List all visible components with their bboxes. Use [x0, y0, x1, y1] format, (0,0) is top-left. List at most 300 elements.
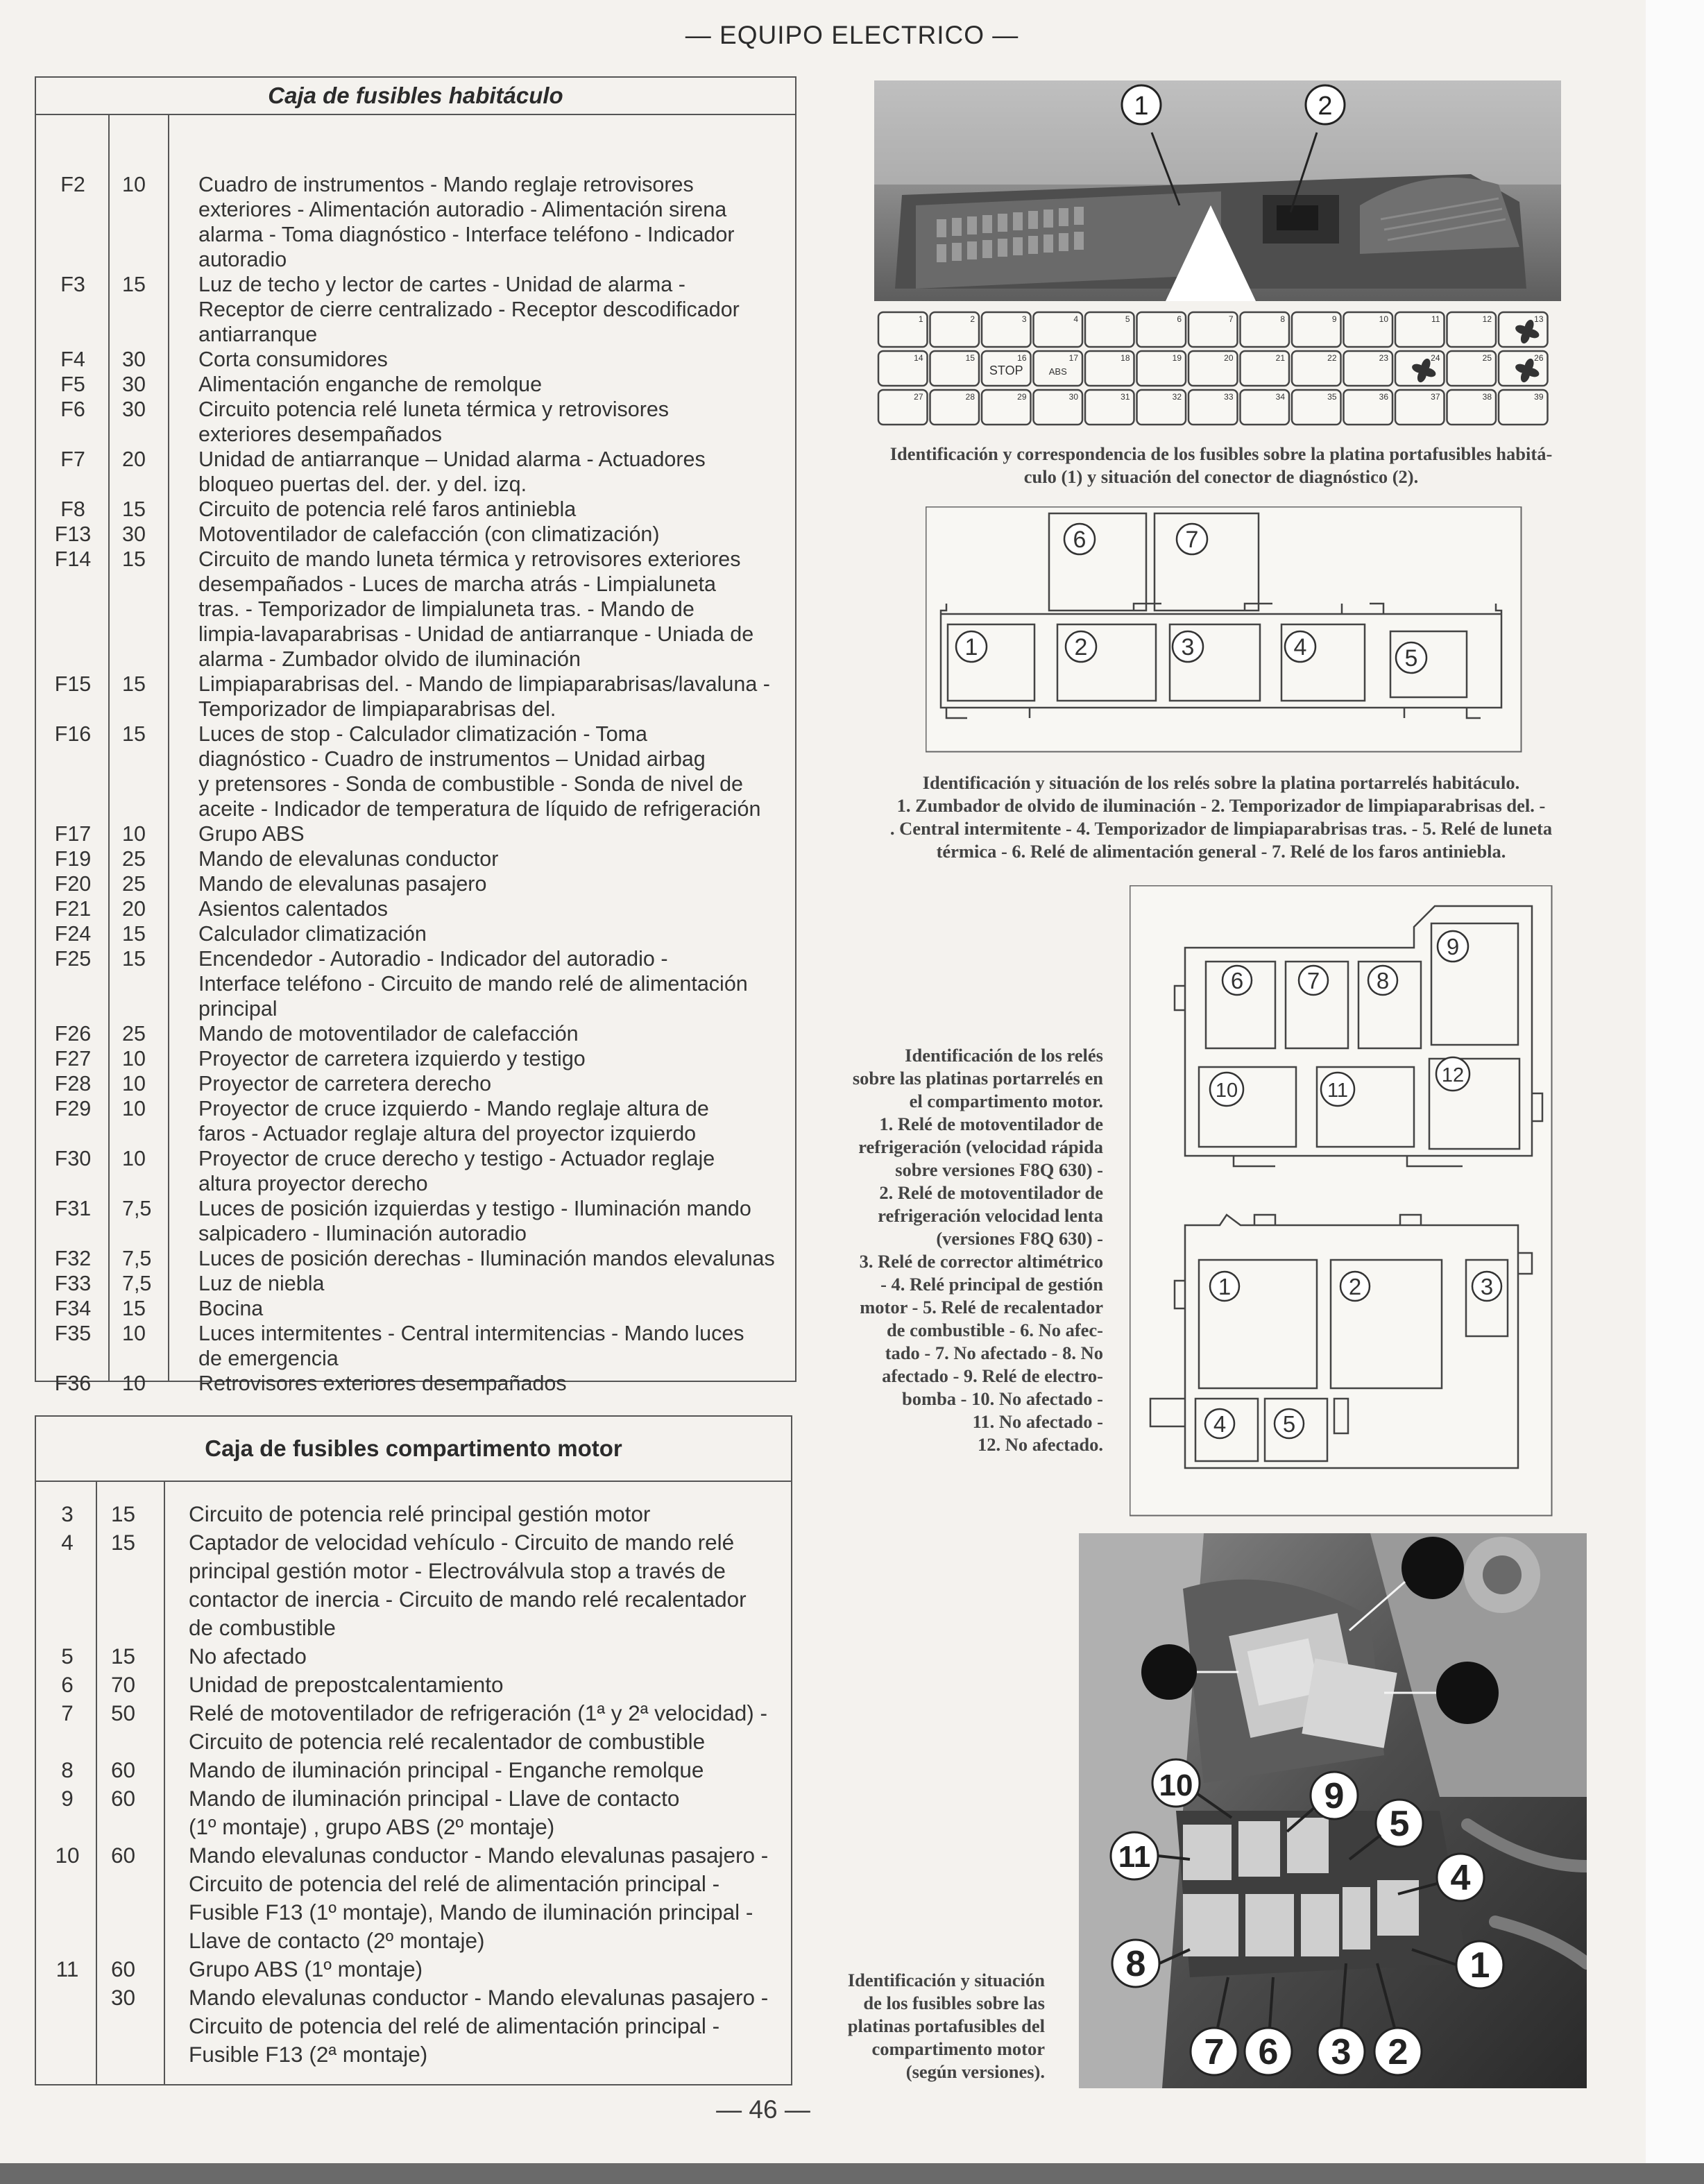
fuse-slot-number: 35	[1327, 392, 1337, 402]
cabin-fuse-description	[165, 1196, 795, 1246]
fuse-slot-number: 13	[1534, 314, 1544, 324]
engine-photo-callout-8: 8	[1125, 1944, 1146, 1984]
cabin-fuse-row	[36, 821, 795, 846]
engine-fuse-description-line: (1º montaje) , grupo ABS (2º montaje)	[189, 1814, 555, 1839]
engine-fuse-amperage: 60	[111, 1757, 136, 1782]
fuse-slot-number: 2	[970, 314, 975, 324]
cabin-fuse-description-line: Calculador climatización	[198, 922, 427, 946]
page-number: — 46 —	[716, 2095, 810, 2124]
engine-fuse-description	[157, 1500, 791, 1528]
cabin-fuse-description	[165, 821, 795, 846]
fuse-slot	[1188, 390, 1238, 425]
cabin-fuse-row	[36, 1196, 795, 1246]
cabin-fuse-row	[36, 547, 795, 672]
cabin-fuse-description-line: autoradio	[198, 248, 287, 271]
engine-fuse-description-line: Mando elevalunas conductor - Mando elevalunas pasajero -	[189, 1985, 769, 2010]
fuse-slot-number: 16	[1017, 353, 1027, 363]
fuse-slot-number: 25	[1482, 353, 1492, 363]
engine-photo-callout-2: 2	[1388, 2032, 1408, 2072]
cabin-fuse-code: F20	[54, 872, 92, 896]
dashboard-fuse-photo	[874, 80, 1561, 301]
engine-fuse-row	[36, 1955, 791, 1983]
cabin-fuse-code: F21	[54, 897, 92, 921]
engine-fuse-amperage: 70	[111, 1672, 136, 1697]
cabin-fuse-row	[36, 946, 795, 1021]
cabin-fuse-description-line: salpicadero - Iluminación autoradio	[198, 1222, 527, 1245]
cabin-fuse-row	[36, 896, 795, 921]
engine-fuse-code: 4	[61, 1530, 74, 1555]
fuse-slot-number: 23	[1379, 353, 1388, 363]
fuse-slot-number: 31	[1121, 392, 1130, 402]
cabin-fuse-code: F3	[60, 273, 85, 296]
cabin-fuse-description-line: Proyector de cruce derecho y testigo - Actuador reglaje	[198, 1147, 715, 1170]
cabin-fuse-description-line: Receptor de cierre centralizado - Receptor descodificador	[198, 298, 740, 321]
cabin-fuse-code: F14	[54, 547, 92, 571]
engine-fuse-amperage: 60	[111, 1956, 136, 1981]
cabin-fuse-description	[165, 672, 795, 722]
cabin-fuse-description-line: bloqueo puertas del. der. y del. izq.	[198, 472, 527, 496]
fuse-slot	[1137, 312, 1186, 347]
cabin-fuse-code: F15	[54, 672, 92, 696]
engine-fuse-description-line: Captador de velocidad vehículo - Circuito de mando relé	[189, 1530, 735, 1555]
cabin-fuse-amperage: 30	[122, 373, 146, 396]
cabin-relay-label-2: 2	[1074, 634, 1088, 660]
cabin-fuse-row	[36, 397, 795, 447]
engine-fuse-code	[36, 1983, 99, 2069]
engine-fuse-code: 5	[61, 1644, 74, 1669]
engine-fuse-row	[36, 1642, 791, 1671]
cabin-fuse-code: F16	[54, 722, 92, 746]
engine-fuse-list	[36, 1500, 791, 2069]
cabin-relay-label-4: 4	[1293, 634, 1307, 660]
cabin-fuse-amperage: 10	[122, 173, 146, 196]
engine-fuse-description	[157, 1983, 791, 2069]
cabin-fuse-row	[36, 172, 795, 272]
engine-fuse-rows	[36, 1482, 791, 2085]
fuse-slot-number: 4	[1073, 314, 1078, 324]
cabin-fuse-description-line: Temporizador de limpiaparabrisas del.	[198, 697, 556, 721]
cabin-fuse-row	[36, 722, 795, 821]
cabin-fuse-description-line: alarma - Zumbador olvido de iluminación	[198, 647, 581, 671]
fuse-slot	[1447, 390, 1497, 425]
fuse-slot-number: 37	[1431, 392, 1440, 402]
cabin-fuse-description-line: de emergencia	[198, 1347, 339, 1370]
engine-fuse-table	[35, 1415, 792, 2085]
cabin-fuse-code: F27	[54, 1047, 92, 1070]
cabin-fuse-description	[165, 946, 795, 1021]
engine-relay-label-11: 11	[1327, 1080, 1349, 1102]
engine-relay-label-12: 12	[1441, 1064, 1465, 1086]
cabin-fuse-description	[165, 547, 795, 672]
cabin-fuse-description-line: limpia-lavaparabrisas - Unidad de antiarranque - Uniada de	[198, 622, 754, 646]
fuse-slot	[930, 390, 980, 425]
fuse-slot	[1395, 390, 1445, 425]
fuse-slot-number: 29	[1017, 392, 1027, 402]
engine-relay-label-1: 1	[1218, 1274, 1232, 1299]
cabin-fuse-code: F32	[54, 1247, 92, 1270]
engine-fuse-amperage: 30	[111, 1985, 136, 2010]
fuse-slot-number: 36	[1379, 392, 1388, 402]
engine-relay-label-8: 8	[1376, 968, 1390, 993]
engine-fuse-code: 10	[55, 1843, 80, 1868]
fuse-slot-number: 7	[1228, 314, 1234, 324]
engine-fuse-description-line: principal gestión motor - Electroválvula stop a través de	[189, 1558, 726, 1583]
cabin-fuse-description-line: Proyector de carretera izquierdo y testigo	[198, 1047, 586, 1070]
cabin-fuse-description-line: Asientos calentados	[198, 897, 388, 921]
fuse-slot	[1395, 312, 1445, 347]
fuse-slot-number: 32	[1172, 392, 1182, 402]
cabin-fuse-description	[165, 447, 795, 497]
engine-photo-callout-10: 10	[1159, 1768, 1193, 1802]
page-header: — EQUIPO ELECTRICO —	[685, 21, 1019, 49]
engine-relay-label-4: 4	[1213, 1411, 1227, 1437]
cabin-fuse-description-line: Corta consumidores	[198, 348, 388, 371]
cabin-fuse-row	[36, 921, 795, 946]
engine-photo-callout-3: 3	[1331, 2032, 1352, 2072]
cabin-fuse-description-line: aceite - Indicador de temperatura de líquido de refrigeración	[198, 797, 761, 821]
fuse-slot	[982, 390, 1031, 425]
fuse-slot-number: 11	[1431, 314, 1440, 324]
cabin-fuse-description-line: Mando de elevalunas pasajero	[198, 872, 487, 896]
fuse-slot-number: 15	[965, 353, 975, 363]
cabin-fuse-code: F26	[54, 1022, 92, 1046]
cabin-fuse-description-line: Circuito de potencia relé faros antiniebla	[198, 497, 577, 521]
cabin-fuse-code: F4	[60, 348, 85, 371]
fuse-slot	[1447, 351, 1497, 386]
cabin-fuse-code: F33	[54, 1272, 92, 1295]
fuse-slot-number: 30	[1068, 392, 1078, 402]
fuse-slot	[1344, 312, 1393, 347]
engine-relay-label-6: 6	[1230, 968, 1244, 993]
engine-fuse-description	[157, 1756, 791, 1784]
engine-compartment-photo	[1079, 1533, 1587, 2088]
cabin-relay-caption: Identificación y situación de los relés sobre la platina portarrelés habitáculo. 1. Zumbador de olvido de iluminación - 2. Temporizador de limpiaparabrisas del. - . Central intermitente - 4. Temporizador de limpiaparabrisas tras. - 5. Relé de luneta térmica - 6. Relé de alimentación general - 7. Relé de los faros antiniebla.	[889, 772, 1553, 862]
fuse-slot-number: 14	[914, 353, 923, 363]
engine-relay-diagram	[1130, 885, 1553, 1517]
engine-fuse-row	[36, 1841, 791, 1955]
engine-fuse-description-line: Unidad de prepostcalentamiento	[189, 1672, 504, 1697]
cabin-fuse-description-line: Proyector de cruce izquierdo - Mando reglaje altura de	[198, 1097, 709, 1120]
engine-fuse-description-line: No afectado	[189, 1644, 307, 1669]
cabin-fuse-description-line: Unidad de antiarranque – Unidad alarma - Actuadores	[198, 447, 706, 471]
fuse-slot-number: 26	[1534, 353, 1544, 363]
fuse-slot	[1344, 351, 1393, 386]
cabin-fuse-amperage: 15	[122, 497, 146, 521]
engine-fuse-amperage: 15	[111, 1501, 136, 1526]
engine-fuse-amperage: 60	[111, 1843, 136, 1868]
cabin-relay-label-1: 1	[964, 634, 978, 660]
cabin-fuse-amperage: 10	[122, 822, 146, 846]
fuse-slot	[1188, 312, 1238, 347]
engine-relay-label-9: 9	[1446, 934, 1460, 959]
cabin-fuse-description	[165, 1146, 795, 1196]
cabin-fuse-code: F34	[54, 1297, 92, 1320]
cabin-fuse-description-line: desempañados - Luces de marcha atrás - Limpialuneta	[198, 572, 716, 596]
cabin-fuse-row	[36, 372, 795, 397]
cabin-fuse-description	[165, 397, 795, 447]
cabin-fuse-amperage: 15	[122, 922, 146, 946]
cabin-fuse-row	[36, 1071, 795, 1096]
engine-fuse-description	[157, 1784, 791, 1841]
engine-relay-label-10: 10	[1215, 1080, 1238, 1102]
cabin-fuse-row	[36, 871, 795, 896]
cabin-fuse-description-line: y pretensores - Sonda de combustible - Sonda de nivel de	[198, 772, 744, 796]
engine-fuse-code: 3	[61, 1501, 74, 1526]
cabin-fuse-description-line: Grupo ABS	[198, 822, 305, 846]
cabin-fuse-code: F30	[54, 1147, 92, 1170]
engine-fuse-description-line: Relé de motoventilador de refrigeración (1ª y 2ª velocidad) -	[189, 1700, 767, 1725]
engine-fuse-description-line: Circuito de potencia relé principal gestión motor	[189, 1501, 651, 1526]
engine-fuse-description	[157, 1955, 791, 1983]
engine-photo-callout-7: 7	[1204, 2032, 1225, 2072]
cabin-fuse-amperage: 20	[122, 447, 146, 471]
cabin-fuse-code: F7	[60, 447, 85, 471]
cabin-fuse-code: F13	[54, 522, 92, 546]
cabin-fuse-description-line: Retrovisores exteriores desempañados	[198, 1372, 567, 1395]
engine-fuse-row	[36, 1500, 791, 1528]
fuse-slot-number: 22	[1327, 353, 1337, 363]
cabin-fuse-description	[165, 347, 795, 372]
fuse-slot	[1241, 351, 1290, 386]
fuse-slot-number: 21	[1275, 353, 1285, 363]
cabin-relay-label-7: 7	[1185, 527, 1199, 553]
cabin-fuse-row	[36, 672, 795, 722]
engine-fuse-description	[157, 1841, 791, 1955]
engine-fuse-photo-caption: Identificación y situación de los fusibles sobre las platinas portafusibles del compartimento motor (según versiones).	[847, 1970, 1045, 2082]
engine-fuse-amperage: 60	[111, 1786, 136, 1811]
engine-fuse-description-line: Grupo ABS (1º montaje)	[189, 1956, 423, 1981]
fuse-slot	[1292, 312, 1341, 347]
fuse-slot-number: 1	[918, 314, 923, 324]
engine-fuse-row	[36, 1671, 791, 1699]
cabin-fuse-amperage: 10	[122, 1322, 146, 1345]
fuse-slot	[1034, 390, 1083, 425]
cabin-fuse-description-line: Mando de motoventilador de calefacción	[198, 1022, 579, 1046]
engine-relay-label-5: 5	[1282, 1411, 1296, 1437]
fuse-slot	[1085, 390, 1134, 425]
fuse-slot	[982, 312, 1031, 347]
fuse-slot-number: 33	[1224, 392, 1234, 402]
cabin-fuse-description-line: Interface teléfono - Circuito de mando relé de alimentación	[198, 972, 748, 996]
cabin-fuse-description	[165, 1271, 795, 1296]
cabin-fuse-amperage: 30	[122, 348, 146, 371]
engine-fuse-amperage: 15	[111, 1530, 136, 1555]
engine-fuse-code: 7	[61, 1700, 74, 1725]
fuse-slot-number: 12	[1482, 314, 1492, 324]
cabin-fuse-amperage: 15	[122, 273, 146, 296]
cabin-fuse-description-line: diagnóstico - Cuadro de instrumentos – Unidad airbag	[198, 747, 706, 771]
cabin-fuse-description-line: Limpiaparabrisas del. - Mando de limpiaparabrisas/lavaluna -	[198, 672, 770, 696]
cabin-fuse-table	[35, 76, 796, 1395]
cabin-fuse-row	[36, 846, 795, 871]
engine-photo-callout-1: 1	[1469, 1945, 1490, 1986]
fuse-slot-number: 18	[1121, 353, 1130, 363]
cabin-fuse-row	[36, 1246, 795, 1271]
cabin-fuse-description-line: Luces intermitentes - Central intermitencias - Mando luces	[198, 1322, 744, 1345]
cabin-fuse-row	[36, 272, 795, 347]
cabin-fuse-row	[36, 447, 795, 497]
cabin-fuse-description-line: Circuito potencia relé luneta térmica y retrovisores	[198, 398, 670, 421]
engine-fuse-description-line: Mando de iluminación principal - Enganche remolque	[189, 1757, 704, 1782]
engine-fuse-amperage: 50	[111, 1700, 136, 1725]
engine-fuse-table-title: Caja de fusibles compartimento motor	[36, 1417, 791, 1482]
engine-photo-callout-4: 4	[1450, 1858, 1471, 1898]
cabin-fuse-row	[36, 1321, 795, 1371]
fuse-slot-number: 9	[1331, 314, 1337, 324]
photo-callout-2: 2	[1318, 92, 1333, 121]
fuse-slot	[1188, 351, 1238, 386]
fuse-slot	[1447, 312, 1497, 347]
cabin-fuse-description	[165, 1071, 795, 1096]
fuse-slot	[1137, 351, 1186, 386]
cabin-fuse-amperage: 30	[122, 398, 146, 421]
cabin-fuse-description-line: Luces de posición derechas - Iluminación mandos elevalunas	[198, 1247, 775, 1270]
cabin-fuse-description	[165, 172, 795, 272]
cabin-fuse-description-line: Bocina	[198, 1297, 264, 1320]
cabin-fuse-row	[36, 1371, 795, 1396]
cabin-fuse-amperage: 15	[122, 947, 146, 971]
cabin-fuse-description	[165, 1371, 795, 1396]
fuse-slot-number: 38	[1482, 392, 1492, 402]
fuse-slot-number: 8	[1280, 314, 1285, 324]
engine-fuse-code: 11	[56, 1956, 79, 1981]
fuse-slot-number: 20	[1224, 353, 1234, 363]
cabin-relay-label-6: 6	[1073, 527, 1087, 553]
engine-fuse-description-line: de combustible	[189, 1615, 336, 1640]
fuse-slot-number: 6	[1177, 314, 1182, 324]
cabin-fuse-code: F31	[54, 1197, 92, 1220]
cabin-fuse-description-line: Proyector de carretera derecho	[198, 1072, 492, 1095]
fuse-slot	[1241, 312, 1290, 347]
fuse-slot-number: 19	[1172, 353, 1182, 363]
fuse-slot-number: 3	[1021, 314, 1027, 324]
cabin-fuse-description-line: tras. - Temporizador de limpialuneta tras. - Mando de	[198, 597, 695, 621]
engine-fuse-description	[157, 1699, 791, 1756]
cabin-fuse-code: F36	[54, 1372, 92, 1395]
engine-fuse-description-line: Llave de contacto (2º montaje)	[189, 1928, 485, 1953]
cabin-fuse-amperage: 20	[122, 897, 146, 921]
cabin-fuse-amperage: 15	[122, 547, 146, 571]
engine-fuse-description-line: contactor de inercia - Circuito de mando relé recalentador	[189, 1587, 747, 1612]
cabin-fuse-row	[36, 1271, 795, 1296]
cabin-fuse-row	[36, 1096, 795, 1146]
cabin-fuse-row	[36, 1046, 795, 1071]
cabin-fuse-amperage: 10	[122, 1097, 146, 1120]
cabin-fuse-description	[165, 921, 795, 946]
fuse-plate-caption: Identificación y correspondencia de los fusibles sobre la platina portafusibles habitá- culo (1) y situación del conector de diagnóstico (2).	[889, 443, 1553, 487]
fuse-slot-number: 28	[965, 392, 975, 402]
engine-relay-label-2: 2	[1348, 1274, 1362, 1299]
cabin-fuse-description	[165, 1096, 795, 1146]
cabin-fuse-code: F17	[54, 822, 92, 846]
fuse-slot	[930, 351, 980, 386]
cabin-fuse-code: F6	[60, 398, 85, 421]
cabin-fuse-description-line: Encendedor - Autoradio - Indicador del autoradio -	[198, 947, 668, 971]
fuse-slot	[878, 390, 928, 425]
cabin-fuse-description	[165, 1296, 795, 1321]
engine-photo-callout-11: 11	[1118, 1840, 1151, 1874]
cabin-fuse-description	[165, 1246, 795, 1271]
cabin-fuse-description-line: Mando de elevalunas conductor	[198, 847, 499, 871]
cabin-fuse-amperage: 15	[122, 672, 146, 696]
engine-fuse-row	[36, 1784, 791, 1841]
cabin-fuse-description-line: Alimentación enganche de remolque	[198, 373, 543, 396]
engine-fuse-description-line: Circuito de potencia del relé de alimentación principal -	[189, 1871, 720, 1896]
cabin-fuse-code: F19	[54, 847, 92, 871]
engine-fuse-description-line: Mando elevalunas conductor - Mando elevalunas pasajero -	[189, 1843, 769, 1868]
cabin-fuse-code: F29	[54, 1097, 92, 1120]
cabin-fuse-description-line: faros - Actuador reglaje altura del proyector izquierdo	[198, 1122, 697, 1145]
engine-fuse-description-line: Circuito de potencia relé recalentador de combustible	[189, 1729, 706, 1754]
cabin-fuse-description-line: exteriores - Alimentación autoradio - Alimentación sirena	[198, 198, 727, 221]
engine-fuse-row	[36, 1983, 791, 2069]
cabin-fuse-description	[165, 896, 795, 921]
fuse-slot	[930, 312, 980, 347]
cabin-fuse-description-line: Luces de posición izquierdas y testigo - Iluminación mando	[198, 1197, 751, 1220]
cabin-fuse-description	[165, 1321, 795, 1371]
stop-lamp-icon: STOP	[989, 364, 1023, 377]
photo-callout-1: 1	[1134, 92, 1149, 121]
cabin-fuse-description-line: altura proyector derecho	[198, 1172, 428, 1195]
engine-relay-label-3: 3	[1480, 1274, 1494, 1299]
cabin-fuse-description	[165, 1046, 795, 1071]
cabin-fuse-amperage: 7,5	[122, 1272, 152, 1295]
fuse-slot	[1034, 312, 1083, 347]
fuse-slot	[1085, 351, 1134, 386]
cabin-fuse-description	[165, 522, 795, 547]
cabin-fuse-description-line: antiarranque	[198, 323, 318, 346]
cabin-relay-diagram	[926, 506, 1522, 753]
cabin-fuse-description-line: alarma - Toma diagnóstico - Interface teléfono - Indicador	[198, 223, 735, 246]
engine-fuse-row	[36, 1756, 791, 1784]
fuse-slot	[878, 351, 928, 386]
cabin-fuse-description	[165, 497, 795, 522]
fuse-slot-number: 10	[1379, 314, 1388, 324]
engine-fuse-description-line: Fusible F13 (1º montaje), Mando de iluminación principal -	[189, 1900, 753, 1925]
cabin-fuse-description-line: Circuito de mando luneta térmica y retrovisores exteriores	[198, 547, 741, 571]
engine-fuse-description-line: Mando de iluminación principal - Llave de contacto	[189, 1786, 680, 1811]
fuse-slot	[1241, 390, 1290, 425]
engine-photo-callout-9: 9	[1324, 1776, 1345, 1816]
cabin-fuse-amperage: 15	[122, 1297, 146, 1320]
engine-relay-caption: Identificación de los relés sobre las platinas portarrelés en el compartimento motor. 1. Relé de motoventilador de refrigeración (velocidad rápida sobre versiones F8Q 630) - 2. Relé de motoventilador de refrigeración velocidad lenta (versiones F8Q 630) - 3. Relé de corrector altimétrico - 4. Relé principal de gestión motor - 5. Relé de recalentador de combustible - 6. No afec- tado - 7. No afectado - 8. No afectado - 9. Relé de electro- bomba - 10. No afectado - 11. No afectado - 12. No afectado.	[852, 1045, 1103, 1455]
engine-fuse-code: 8	[61, 1757, 74, 1782]
cabin-relay-label-3: 3	[1181, 634, 1195, 660]
engine-fuse-description-line: Circuito de potencia del relé de alimentación principal -	[189, 2013, 720, 2038]
cabin-fuse-amperage: 25	[122, 847, 146, 871]
cabin-fuse-row	[36, 1146, 795, 1196]
engine-fuse-row	[36, 1528, 791, 1642]
cabin-fuse-row	[36, 1021, 795, 1046]
cabin-fuse-amperage: 25	[122, 1022, 146, 1046]
fuse-slot-number: 34	[1275, 392, 1285, 402]
fuse-slot	[1344, 390, 1393, 425]
cabin-fuse-amperage: 25	[122, 872, 146, 896]
cabin-fuse-amperage: 10	[122, 1047, 146, 1070]
cabin-fuse-description	[165, 1021, 795, 1046]
engine-photo-callout-6: 6	[1258, 2032, 1279, 2072]
cabin-fuse-row	[36, 347, 795, 372]
fuse-slot	[1499, 390, 1548, 425]
engine-photo-callout-5: 5	[1389, 1804, 1410, 1844]
cabin-fuse-description	[165, 272, 795, 347]
abs-icon: ABS	[1048, 366, 1067, 377]
cabin-fuse-code: F2	[60, 173, 85, 196]
engine-fuse-description-line: Fusible F13 (2ª montaje)	[189, 2042, 428, 2067]
cabin-fuse-rows	[36, 115, 795, 1395]
cabin-fuse-code: F5	[60, 373, 85, 396]
engine-fuse-description	[157, 1642, 791, 1671]
